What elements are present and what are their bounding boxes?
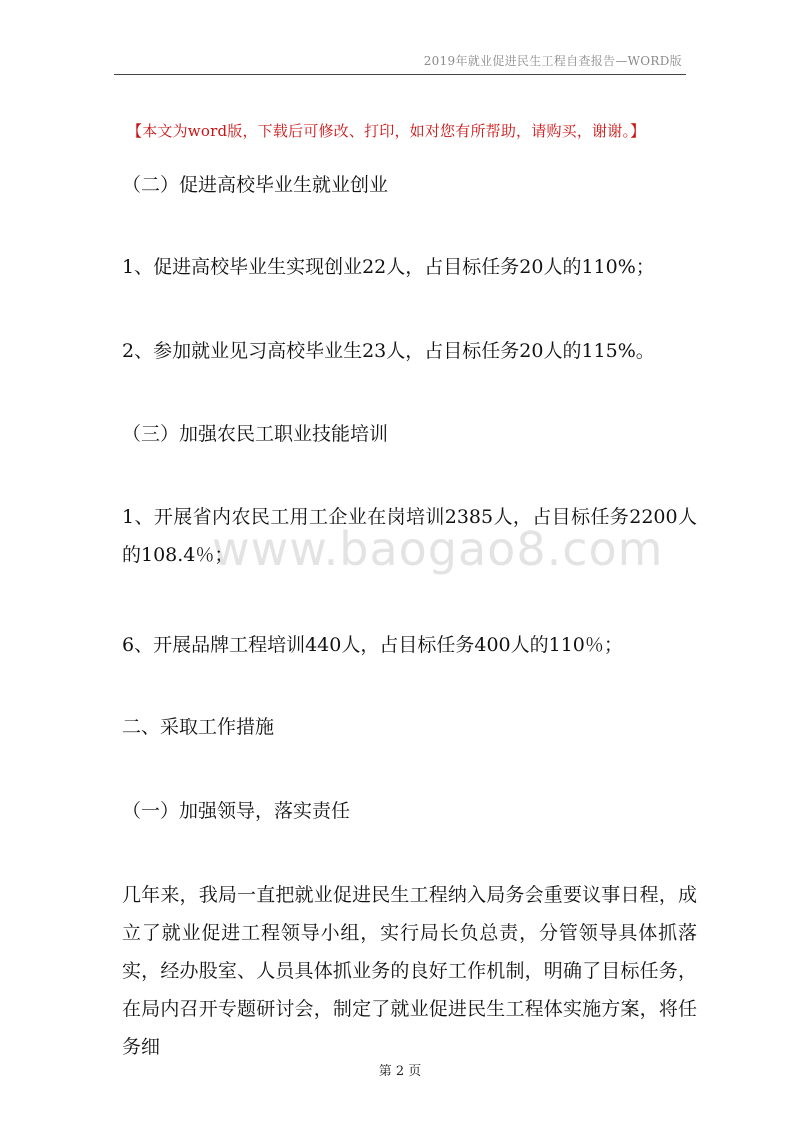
paragraph-leadership-details: 几年来，我局一直把就业促进民生工程纳入局务会重要议事日程，成立了就业促进工程领导小组，实行局长负总责，分管领导具体抓落实，经办股室、人员具体抓业务的良好工作机制，明确了目标任务，在局内召开专题研讨会，制定了就业促进民生工程体实施方案，将任务细 — [122, 884, 697, 1058]
watermark: www.baogao8.com — [212, 522, 664, 576]
paragraph-onsite-training: 1、开展省内农民工用工企业在岗培训2385人，占目标任务2200人的108.4％； — [122, 506, 697, 566]
running-header: 2019年就业促进民生工程自查报告—WORD版 — [423, 54, 682, 68]
paragraph-graduate-entrepreneurship: 1、促进高校毕业生实现创业22人，占目标任务20人的110%； — [122, 256, 655, 278]
download-notice: 【本文为word版，下载后可修改、打印，如对您有所帮助，请购买，谢谢。】 — [127, 122, 646, 140]
paragraph-brand-training: 6、开展品牌工程培训440人，占目标任务400人的110％； — [122, 634, 623, 656]
page-number: 第 2 页 — [378, 1064, 422, 1079]
section-heading-graduates: （二）促进高校毕业生就业创业 — [122, 174, 389, 196]
section-heading-migrant-training: （三）加强农民工职业技能培训 — [122, 423, 389, 445]
section-heading-measures: 二、采取工作措施 — [122, 716, 275, 738]
paragraph-graduate-internship: 2、参加就业见习高校毕业生23人，占目标任务20人的115%。 — [122, 340, 655, 362]
header-divider — [114, 74, 686, 75]
subsection-heading-leadership: （一）加强领导，落实责任 — [122, 800, 351, 822]
